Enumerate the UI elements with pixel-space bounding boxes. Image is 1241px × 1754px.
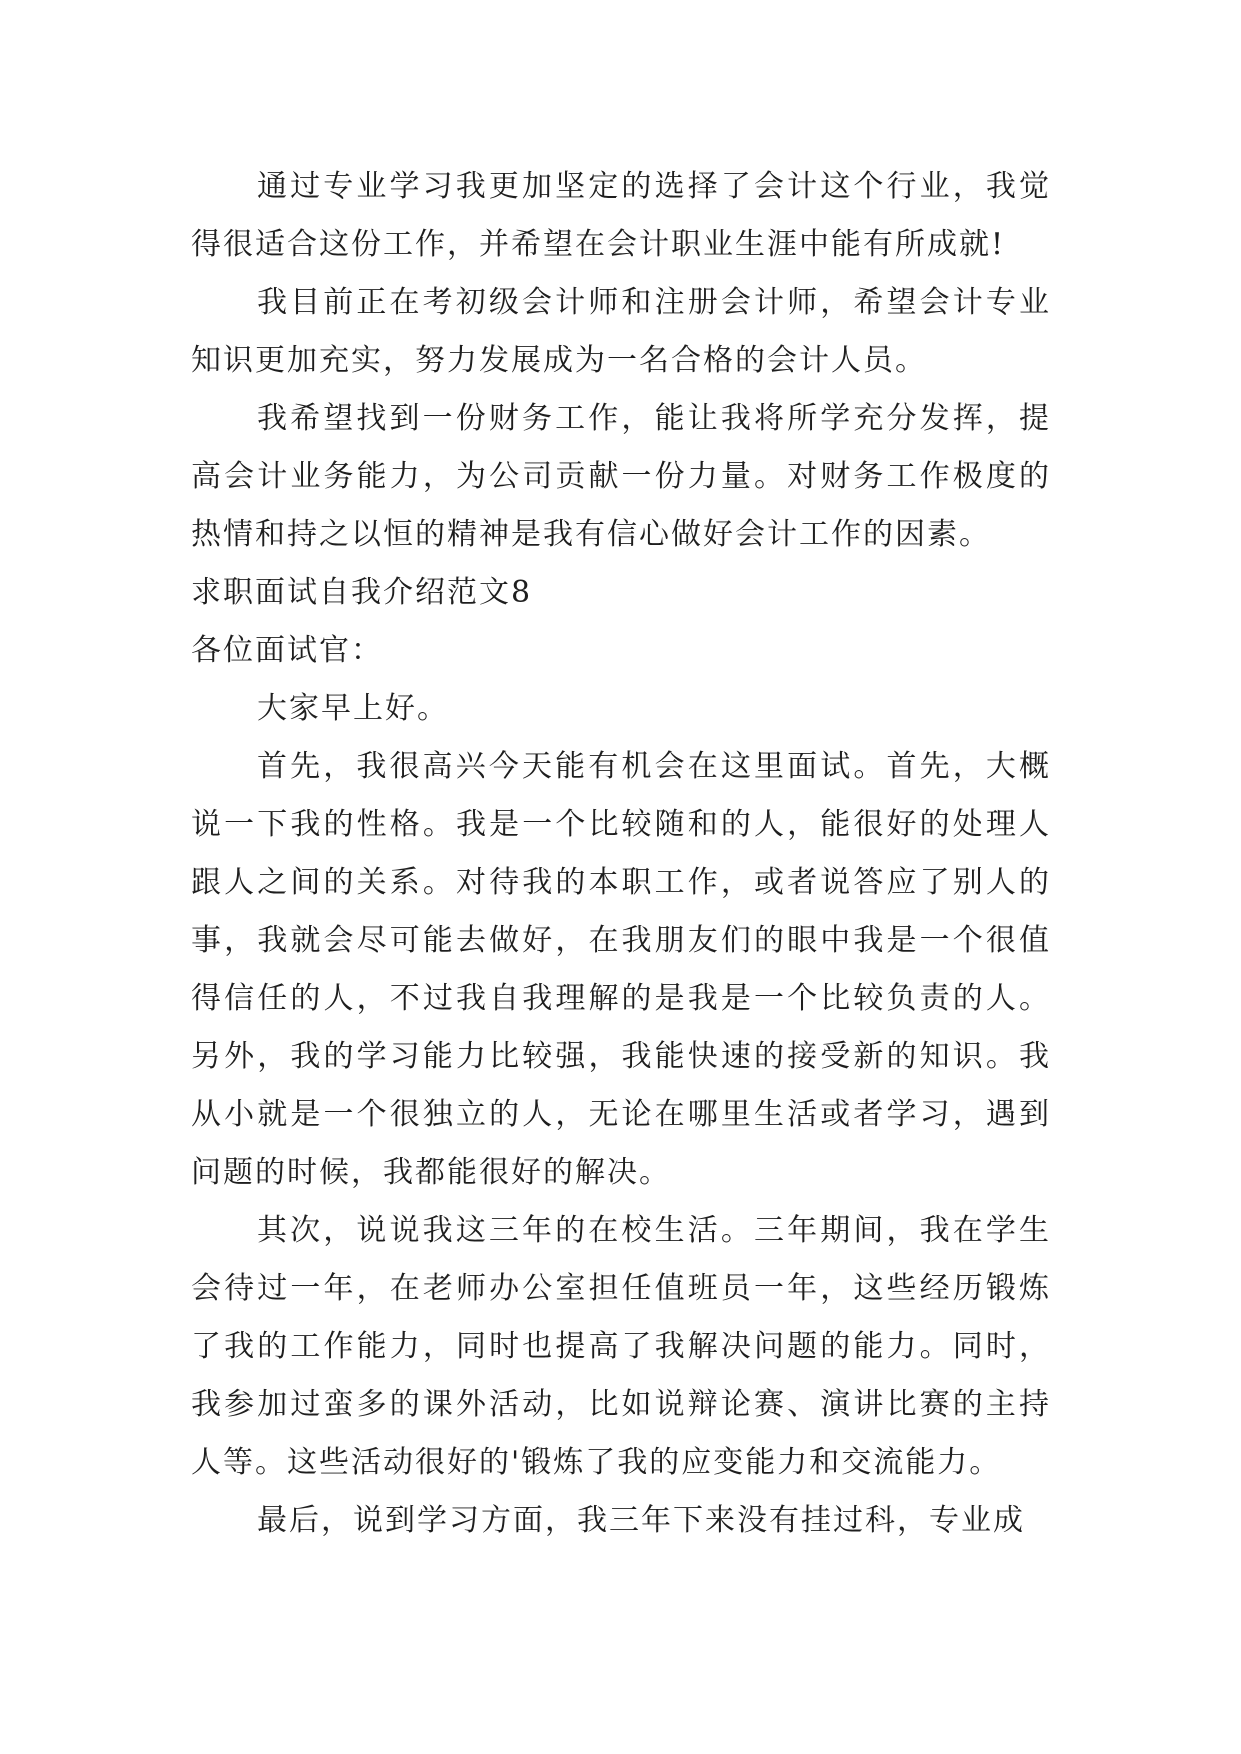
paragraph-job-goal: 我希望找到一份财务工作，能让我将所学充分发挥，提高会计业务能力，为公司贡献一份力量。对财务工作极度的热情和持之以恒的精神是我有信心做好会计工作的因素。 [191, 401, 1051, 552]
paragraph-exam-plans: 我目前正在考初级会计师和注册会计师，希望会计专业知识更加充实，努力发展成为一名合格的会计人员。 [191, 285, 1051, 378]
document-body [191, 158, 1051, 1550]
salutation: 各位面试官： [191, 633, 383, 668]
paragraph-academics: 最后，说到学习方面，我三年下来没有挂过科，专业成 [257, 1503, 1025, 1538]
section-title: 求职面试自我介绍范文8 [191, 575, 533, 610]
paragraph-career-choice: 通过专业学习我更加坚定的选择了会计这个行业，我觉得很适合这份工作，并希望在会计职业生涯中能有所成就! [191, 169, 1051, 262]
paragraph-personality: 首先，我很高兴今天能有机会在这里面试。首先，大概说一下我的性格。我是一个比较随和的人，能很好的处理人跟人之间的关系。对待我的本职工作，或者说答应了别人的事，我就会尽可能去做好，在我朋友们的眼中我是一个很值得信任的人，不过我自我理解的是我是一个比较负责的人。另外，我的学习能力比较强，我能快速的接受新的知识。我从小就是一个很独立的人，无论在哪里生活或者学习，遇到问题的时候，我都能很好的解决。 [191, 749, 1051, 1190]
paragraph-campus-life: 其次，说说我这三年的在校生活。三年期间，我在学生会待过一年，在老师办公室担任值班员一年，这些经历锻炼了我的工作能力，同时也提高了我解决问题的能力。同时，我参加过蛮多的课外活动，比如说辩论赛、演讲比赛的主持人等。这些活动很好的'锻炼了我的应变能力和交流能力。 [191, 1213, 1051, 1480]
paragraph-greeting: 大家早上好。 [257, 691, 449, 726]
